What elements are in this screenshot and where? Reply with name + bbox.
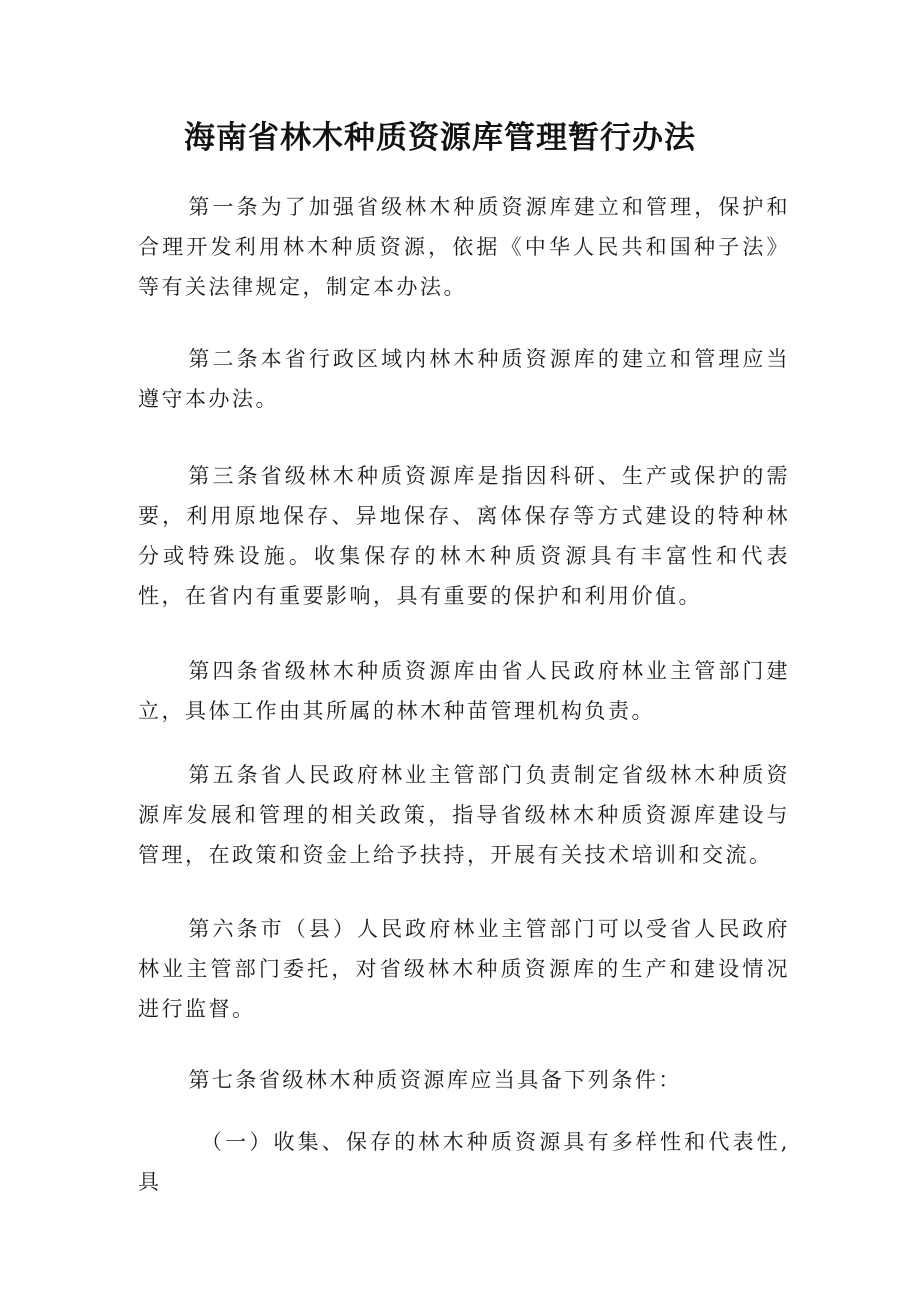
article-3: 第三条省级林木种质资源库是指因科研、生产或保护的需要，利用原地保存、异地保存、离体保存等方式建设的特种林分或特殊设施。收集保存的林木种质资源具有丰富性和代表性，在省内有重要影响，具有重要的保护和利用价值。 — [138, 464, 790, 608]
article-6: 第六条市（县）人民政府林业主管部门可以受省人民政府林业主管部门委托，对省级林木种质资源库的生产和建设情况进行监督。 — [138, 917, 790, 1021]
document-title: 海南省林木种质资源库管理暂行办法 — [184, 120, 696, 156]
article-1: 第一条为了加强省级林木种质资源库建立和管理，保护和合理开发利用林木种质资源，依据《中华人民共和国种子法》等有关法律规定，制定本办法。 — [138, 195, 790, 299]
article-4: 第四条省级林木种质资源库由省人民政府林业主管部门建立，具体工作由其所属的林木种苗管理机构负责。 — [138, 659, 790, 723]
article-7: 第七条省级林木种质资源库应当具备下列条件： — [188, 1068, 682, 1092]
article-5: 第五条省人民政府林业主管部门负责制定省级林木种质资源库发展和管理的相关政策，指导省级林木种质资源库建设与管理，在政策和资金上给予扶持，开展有关技术培训和交流。 — [138, 763, 790, 867]
article-2: 第二条本省行政区域内林木种质资源库的建立和管理应当遵守本办法。 — [138, 347, 790, 411]
article-7-item-1: （一）收集、保存的林木种质资源具有多样性和代表性,具 — [138, 1130, 790, 1194]
